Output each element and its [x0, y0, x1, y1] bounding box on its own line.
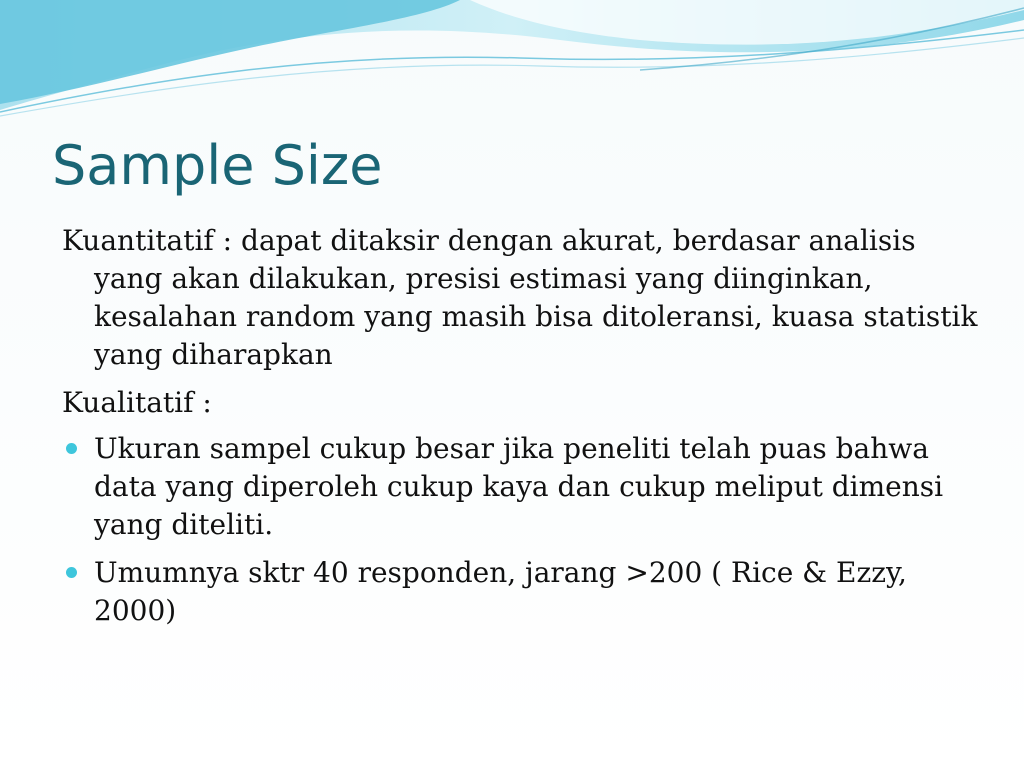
- slide-title: Sample Size: [52, 134, 383, 197]
- slide-body: [62, 222, 982, 640]
- bullet-dot-icon: [66, 567, 77, 578]
- header-wave-decoration: [0, 0, 1024, 120]
- paragraph-kualitatif: Kualitatif :: [62, 386, 212, 419]
- bullet-item: [62, 430, 982, 544]
- paragraph-kuantitatif: Kuantitatif : dapat ditaksir dengan akurat, berdasar analisis yang akan dilakukan, presisi estimasi yang diinginkan, kesalahan random yang masih bisa ditoleransi, kuasa statistik yang diharapkan: [62, 224, 978, 371]
- bullet-text: Umumnya sktr 40 responden, jarang >200 ( Rice & Ezzy, 2000): [94, 556, 907, 627]
- bullet-item: [62, 554, 982, 630]
- bullet-text: Ukuran sampel cukup besar jika peneliti telah puas bahwa data yang diperoleh cukup kaya dan cukup meliput dimensi yang diteliti.: [94, 432, 944, 541]
- bullet-dot-icon: [66, 443, 77, 454]
